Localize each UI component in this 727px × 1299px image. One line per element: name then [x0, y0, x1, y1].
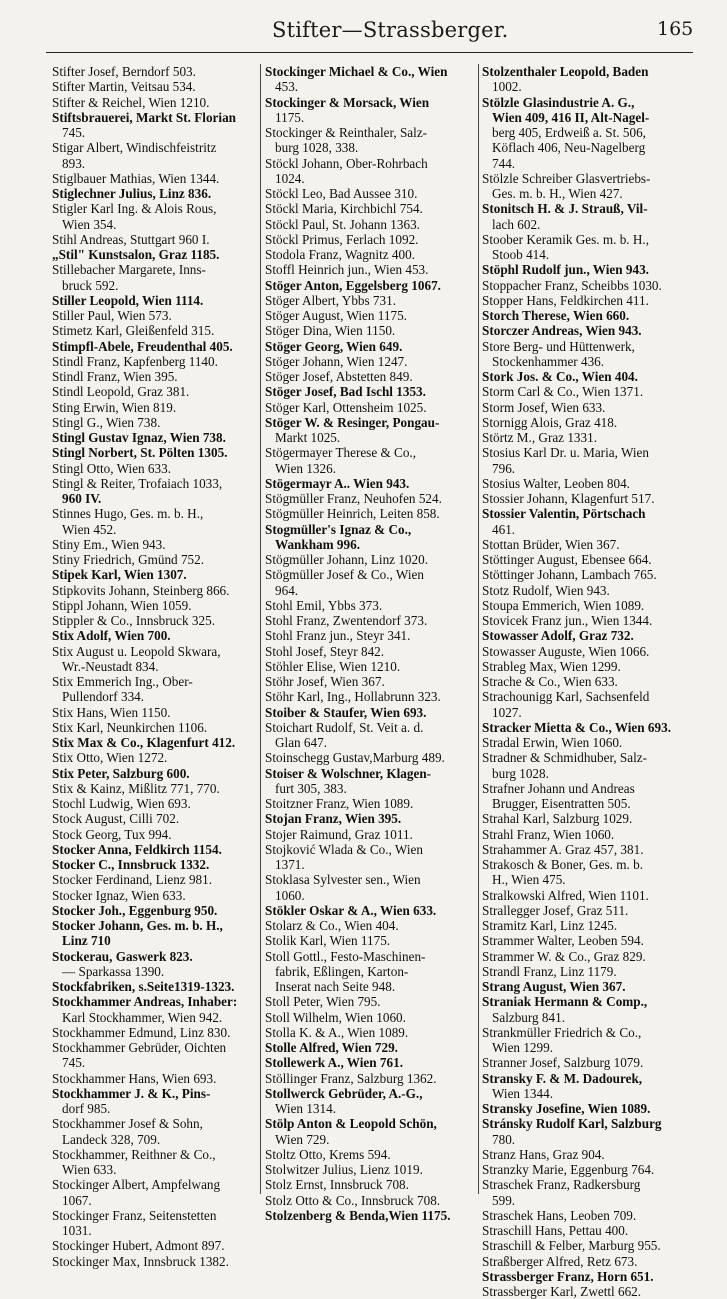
directory-entry: Stockinger & Reinthaler, Salz-	[265, 125, 428, 140]
directory-entry: 453.	[275, 79, 299, 95]
directory-entry: 1027.	[492, 704, 522, 720]
directory-entry: Stolla K. & A., Wien 1089.	[265, 1024, 409, 1040]
directory-entry: Stöckl Paul, St. Johann 1363.	[265, 216, 420, 232]
directory-entry: 744.	[492, 155, 516, 171]
directory-entry: — Sparkassa 1390.	[62, 963, 165, 979]
directory-entry: Stoll Gottl., Festo-Maschinen-	[265, 948, 426, 964]
directory-entry: Stoltz Otto, Krems 594.	[265, 1146, 391, 1162]
directory-entry: Stockhammer Josef & Sohn,	[52, 1116, 203, 1132]
directory-entry: Stöhr Josef, Wien 367.	[265, 674, 385, 689]
directory-entry: Strakosch & Boner, Ges. m. b.	[482, 857, 643, 872]
directory-entry: Wien 452.	[62, 521, 117, 537]
directory-entry: furt 305, 383.	[275, 780, 347, 796]
directory-entry: Stocker Anna, Feldkirch 1154.	[52, 841, 222, 857]
column-middle	[265, 64, 476, 1223]
directory-entry: Stockhammer Hans, Wien 693.	[52, 1070, 217, 1086]
page-title: Stifter—Strassberger.	[272, 18, 509, 42]
directory-entry: Stöger August, Wien 1175.	[265, 308, 407, 323]
directory-entry: Stiglbauer Mathias, Wien 1344.	[52, 170, 220, 186]
directory-entry: Stöger Karl, Ottensheim 1025.	[265, 399, 427, 415]
directory-entry: Stossier Johann, Klagenfurt 517.	[482, 491, 655, 506]
directory-entry: Inserat nach Seite 948.	[275, 979, 396, 994]
directory-entry: Wien 1344.	[492, 1085, 553, 1101]
directory-entry: Stoffl Heinrich jun., Wien 453.	[265, 262, 429, 278]
directory-entry: Stinnes Hugo, Ges. m. b. H.,	[52, 506, 204, 522]
directory-entry: Stockerau, Gaswerk 823.	[52, 948, 193, 964]
directory-entry: Wr.-Neustadt 834.	[62, 658, 159, 674]
directory-entry: Markt 1025.	[275, 430, 341, 445]
directory-entry: Stocker C., Innsbruck 1332.	[52, 857, 210, 872]
directory-entry: Stogmüller's Ignaz & Co.,	[265, 521, 412, 537]
directory-entry: 893.	[62, 155, 86, 171]
directory-entry: Stingl Norbert, St. Pölten 1305.	[52, 445, 228, 461]
directory-entry: Wien 1314.	[275, 1101, 336, 1116]
directory-entry: Stögmüller Franz, Neuhofen 524.	[265, 491, 442, 506]
directory-entry: Stodola Franz, Wagnitz 400.	[265, 247, 415, 262]
directory-entry: Stöger Josef, Abstetten 849.	[265, 369, 413, 384]
directory-entry: Stochl Ludwig, Wien 693.	[52, 796, 191, 811]
directory-entry: Stoob 414.	[492, 247, 550, 262]
directory-entry: Wankham 996.	[275, 536, 361, 552]
directory-entry: Stölzle Schreiber Glasvertriebs-	[482, 170, 651, 186]
directory-entry: Störtz M., Graz 1331.	[482, 430, 598, 445]
directory-entry: Stingl & Reiter, Trofaiach 1033,	[52, 475, 223, 491]
directory-entry: Wien 409, 416 II, Alt-Nagel-	[492, 109, 650, 125]
directory-entry: Stippl Johann, Wien 1059.	[52, 597, 192, 613]
page-number: 165	[657, 18, 694, 40]
directory-entry: Stigar Albert, Windischfeistritz	[52, 140, 217, 156]
directory-entry: Storczer Andreas, Wien 943.	[482, 323, 642, 339]
directory-entry: Landeck 328, 709.	[62, 1131, 161, 1147]
directory-entry: Straschek Franz, Radkersburg	[482, 1177, 641, 1193]
directory-entry: Stosius Walter, Leoben 804.	[482, 475, 630, 491]
directory-entry: Stoklasa Sylvester sen., Wien	[265, 872, 421, 888]
directory-entry: Stifter Josef, Berndorf 503.	[52, 64, 196, 79]
directory-entry: Stihl Andreas, Stuttgart 960 I.	[52, 231, 210, 247]
directory-entry: Stollewerk A., Wien 761.	[265, 1055, 403, 1071]
directory-entry: Stix Otto, Wien 1272.	[52, 750, 168, 766]
directory-entry: Brugger, Eisentratten 505.	[492, 796, 631, 811]
directory-entry: Stock Georg, Tux 994.	[52, 826, 172, 842]
directory-entry: Stranner Josef, Salzburg 1079.	[482, 1055, 644, 1071]
directory-entry: Stöckl Leo, Bad Aussee 310.	[265, 186, 418, 201]
directory-entry: Stransky Josefine, Wien 1089.	[482, 1101, 651, 1116]
directory-entry: 796.	[492, 460, 516, 476]
directory-entry: Stracker Mietta & Co., Wien 693.	[482, 719, 671, 735]
directory-entry: Stockhammer J. & K., Pins-	[52, 1085, 211, 1101]
column-divider	[478, 64, 479, 1194]
directory-entry: Linz 710	[62, 933, 111, 949]
directory-entry: Stix Max & Co., Klagenfurt 412.	[52, 735, 236, 750]
directory-entry: 1175.	[275, 109, 305, 125]
directory-entry: Stolzenthaler Leopold, Baden	[482, 64, 649, 79]
directory-entry: Stöttinger Johann, Lambach 765.	[482, 567, 657, 583]
directory-entry: Stoichart Rudolf, St. Veit a. d.	[265, 719, 424, 735]
directory-entry: Wien 1299.	[492, 1040, 553, 1055]
directory-entry: Stohl Franz jun., Steyr 341.	[265, 628, 411, 644]
directory-entry: Stork Jos. & Co., Wien 404.	[482, 369, 638, 384]
directory-entry: Stolz Otto & Co., Innsbruck 708.	[265, 1192, 441, 1208]
directory-entry: Stoober Keramik Ges. m. b. H.,	[482, 231, 650, 247]
directory-entry: Stolz Ernst, Innsbruck 708.	[265, 1177, 409, 1193]
directory-entry: Stoinschegg Gustav,Marburg 489.	[265, 750, 445, 766]
directory-entry: Stramitz Karl, Linz 1245.	[482, 918, 618, 933]
directory-entry: 745.	[62, 1055, 86, 1071]
directory-entry: Stöhler Elise, Wien 1210.	[265, 658, 401, 674]
directory-entry: Stockinger & Morsack, Wien	[265, 94, 430, 110]
directory-entry: Stocker Ferdinand, Lienz 981.	[52, 872, 213, 888]
directory-entry: Sting Erwin, Wien 819.	[52, 399, 177, 415]
directory-entry: Stöckl Primus, Ferlach 1092.	[265, 231, 419, 247]
directory-entry: Stifter & Reichel, Wien 1210.	[52, 94, 210, 110]
directory-entry: Stix Karl, Neunkirchen 1106.	[52, 719, 208, 735]
directory-entry: Wien 729.	[275, 1131, 330, 1147]
directory-entry: Straschill Hans, Pettau 400.	[482, 1223, 629, 1238]
directory-entry: 1031.	[62, 1223, 92, 1238]
directory-entry: 1024.	[275, 170, 305, 186]
directory-entry: Storm Carl & Co., Wien 1371.	[482, 384, 644, 400]
directory-entry: Stix Emmerich Ing., Ober-	[52, 674, 193, 689]
directory-entry: Stigler Karl Ing. & Alois Rous,	[52, 201, 217, 217]
directory-entry: Strahal Karl, Salzburg 1029.	[482, 811, 633, 827]
directory-entry: Stosius Karl Dr. u. Maria, Wien	[482, 445, 649, 461]
directory-entry: Straschek Hans, Leoben 709.	[482, 1207, 637, 1223]
directory-entry: Stöphl Rudolf jun., Wien 943.	[482, 262, 649, 278]
directory-entry: Stojer Raimund, Graz 1011.	[265, 826, 413, 842]
directory-entry: Stocker Joh., Eggenburg 950.	[52, 902, 218, 918]
directory-entry: Stolwitzer Julius, Lienz 1019.	[265, 1162, 423, 1177]
directory-entry: Stöger Dina, Wien 1150.	[265, 323, 396, 339]
directory-entry: Stiny Friedrich, Gmünd 752.	[52, 552, 205, 567]
directory-entry: 1067.	[62, 1192, 92, 1208]
directory-entry: Wien 354.	[62, 216, 117, 232]
directory-entry: Strahl Franz, Wien 1060.	[482, 826, 615, 842]
directory-entry: Wien 1326.	[275, 460, 336, 476]
directory-entry: Stix Adolf, Wien 700.	[52, 628, 171, 644]
directory-entry: Stöger Anton, Eggelsberg 1067.	[265, 277, 441, 293]
directory-entry: 461.	[492, 521, 516, 537]
directory-entry: Strache & Co., Wien 633.	[482, 674, 618, 689]
directory-entry: Stopper Hans, Feldkirchen 411.	[482, 292, 649, 308]
directory-entry: Stohl Emil, Ybbs 373.	[265, 597, 383, 613]
directory-entry: Strassberger Franz, Horn 651.	[482, 1268, 654, 1284]
directory-entry: Stockinger Hubert, Admont 897.	[52, 1238, 225, 1254]
directory-entry: Stögmüller Heinrich, Leiten 858.	[265, 506, 440, 522]
directory-entry: Stiller Leopold, Wien 1114.	[52, 292, 204, 308]
directory-entry: Stix August u. Leopold Skwara,	[52, 643, 221, 659]
directory-entry: Stingl Otto, Wien 633.	[52, 460, 172, 476]
column-right	[482, 64, 700, 1299]
directory-entry: Stornigg Alois, Graz 418.	[482, 414, 618, 430]
directory-entry: burg 1028.	[492, 765, 549, 781]
directory-entry: Stiglechner Julius, Linz 836.	[52, 186, 212, 201]
directory-entry: Stockinger Michael & Co., Wien	[265, 64, 448, 79]
directory-entry: Stottan Brüder, Wien 367.	[482, 536, 620, 552]
directory-entry: Stix & Kainz, Mißlitz 771, 770.	[52, 780, 220, 796]
directory-entry: Stradal Erwin, Wien 1060.	[482, 735, 623, 750]
directory-entry: Straschill & Felber, Marburg 955.	[482, 1238, 661, 1254]
directory-entry: 1002.	[492, 79, 522, 95]
directory-entry: Stöttinger August, Ebensee 664.	[482, 552, 652, 567]
directory-entry: Stowasser Auguste, Wien 1066.	[482, 643, 650, 659]
directory-entry: Strachounigg Karl, Sachsenfeld	[482, 689, 650, 705]
directory-entry: Stöhr Karl, Ing., Hollabrunn 323.	[265, 689, 441, 705]
directory-entry: Stotz Rudolf, Wien 943.	[482, 582, 610, 598]
directory-entry: Stippler & Co., Innsbruck 325.	[52, 613, 216, 628]
directory-entry: Stockenhammer 436.	[492, 353, 605, 369]
directory-entry: Karl Stockhammer, Wien 942.	[62, 1009, 223, 1025]
directory-entry: Stöger Albert, Ybbs 731.	[265, 292, 397, 308]
directory-entry: Stocker Johann, Ges. m. b. H.,	[52, 918, 223, 933]
directory-entry: Stohl Franz, Zwentendorf 373.	[265, 613, 428, 628]
directory-entry: Store Berg- und Hüttenwerk,	[482, 338, 635, 354]
directory-entry: Stockfabriken, s.Seite1319-1323.	[52, 979, 235, 994]
directory-entry: 1060.	[275, 887, 305, 903]
directory-entry: H., Wien 475.	[492, 872, 566, 888]
directory-entry: Stimetz Karl, Gleißenfeld 315.	[52, 323, 215, 339]
directory-entry: Stovicek Franz jun., Wien 1344.	[482, 613, 653, 628]
directory-entry: Storm Josef, Wien 633.	[482, 399, 606, 415]
directory-entry: Strafner Johann und Andreas	[482, 780, 635, 796]
directory-entry: Stock August, Cilli 702.	[52, 811, 180, 827]
directory-entry: Stifter Martin, Veitsau 534.	[52, 79, 196, 95]
directory-entry: lach 602.	[492, 216, 541, 232]
directory-entry: Stránsky Rudolf Karl, Salzburg	[482, 1116, 662, 1132]
directory-entry: Strallegger Josef, Graz 511.	[482, 902, 629, 918]
directory-entry: Stralkowski Alfred, Wien 1101.	[482, 887, 649, 903]
directory-entry: Straniak Hermann & Comp.,	[482, 994, 648, 1010]
directory-entry: Stillebacher Margarete, Inns-	[52, 262, 206, 278]
directory-entry: Stöckl Maria, Kirchbichl 754.	[265, 201, 423, 217]
directory-entry: Stögermayr A.. Wien 943.	[265, 475, 410, 491]
directory-entry: Köflach 406, Neu-Nagelberg	[492, 140, 646, 156]
directory-entry: Stiftsbrauerei, Markt St. Florian	[52, 109, 236, 125]
directory-entry: Stoupa Emmerich, Wien 1089.	[482, 597, 645, 613]
directory-entry: Stiller Paul, Wien 573.	[52, 308, 172, 323]
directory-entry: Stocker Ignaz, Wien 633.	[52, 887, 186, 903]
header-rule	[46, 52, 693, 53]
directory-entry: Stockhammer Andreas, Inhaber:	[52, 994, 238, 1010]
directory-entry: dorf 985.	[62, 1101, 111, 1116]
directory-entry: Stix Hans, Wien 1150.	[52, 704, 171, 720]
directory-entry: Stölp Anton & Leopold Schön,	[265, 1116, 437, 1132]
column-left	[52, 64, 257, 1269]
directory-entry: Stix Peter, Salzburg 600.	[52, 765, 190, 781]
directory-entry: Straßberger Alfred, Retz 673.	[482, 1253, 638, 1269]
directory-entry: Stöckl Johann, Ober-Rohrbach	[265, 155, 428, 171]
directory-entry: Stoll Wilhelm, Wien 1060.	[265, 1009, 406, 1025]
directory-entry: Strassberger Karl, Zwettl 662.	[482, 1284, 642, 1299]
directory-entry: 1371.	[275, 857, 305, 872]
directory-entry: fabrik, Eßlingen, Karton-	[275, 963, 409, 979]
directory-entry: Stolzenberg & Benda,Wien 1175.	[265, 1207, 451, 1223]
directory-entry: Stiny Em., Wien 943.	[52, 536, 166, 552]
directory-entry: Stollwerck Gebrüder, A.-G.,	[265, 1085, 423, 1101]
directory-entry: Stockhammer, Reithner & Co.,	[52, 1146, 216, 1162]
directory-entry: Stockinger Max, Innsbruck 1382.	[52, 1253, 229, 1269]
directory-entry: Stipek Karl, Wien 1307.	[52, 567, 187, 583]
directory-entry: Stossier Valentin, Pörtschach	[482, 506, 646, 522]
directory-entry: Glan 647.	[275, 735, 328, 750]
directory-entry: 960 IV.	[62, 491, 102, 506]
directory-entry: Stögermayer Therese & Co.,	[265, 445, 417, 461]
directory-entry: Stöllinger Franz, Salzburg 1362.	[265, 1070, 437, 1086]
directory-entry: Ges. m. b. H., Wien 427.	[492, 186, 623, 201]
directory-entry: Strammer Walter, Leoben 594.	[482, 933, 644, 949]
directory-entry: Stöger W. & Resinger, Pongau-	[265, 414, 440, 430]
directory-entry: Stolik Karl, Wien 1175.	[265, 933, 391, 949]
directory-entry: „Stil" Kunstsalon, Graz 1185.	[52, 247, 220, 262]
directory-entry: Stimpfl-Abele, Freudenthal 405.	[52, 338, 233, 354]
directory-entry: Stojković Wlada & Co., Wien	[265, 841, 423, 857]
directory-entry: 964.	[275, 582, 299, 598]
directory-entry: Stögmüller Josef & Co., Wien	[265, 567, 424, 583]
column-divider	[260, 64, 261, 1194]
directory-entry: Strableg Max, Wien 1299.	[482, 658, 621, 674]
directory-entry: Stonitsch H. & J. Strauß, Vil-	[482, 201, 648, 217]
directory-entry: Stoll Peter, Wien 795.	[265, 994, 381, 1010]
directory-entry: Stojan Franz, Wien 395.	[265, 811, 402, 827]
directory-entry: Strahammer A. Graz 457, 381.	[482, 841, 644, 857]
directory-entry: Stöger Johann, Wien 1247.	[265, 353, 408, 369]
directory-entry: Stohl Josef, Steyr 842.	[265, 643, 385, 659]
directory-entry: Stockinger Franz, Seitenstetten	[52, 1207, 217, 1223]
directory-entry: Wien 633.	[62, 1162, 117, 1177]
directory-entry: Stögmüller Johann, Linz 1020.	[265, 552, 428, 567]
directory-entry: Stoiber & Staufer, Wien 693.	[265, 704, 427, 720]
directory-entry: Salzburg 841.	[492, 1009, 566, 1025]
directory-entry: Stindl Franz, Kapfenberg 1140.	[52, 353, 218, 369]
directory-entry: Stolle Alfred, Wien 729.	[265, 1040, 398, 1055]
directory-entry: 745.	[62, 125, 86, 140]
directory-entry: Stransky F. & M. Dadourek,	[482, 1070, 643, 1086]
directory-entry: Stoppacher Franz, Scheibbs 1030.	[482, 277, 662, 293]
directory-entry: Stolarz & Co., Wien 404.	[265, 918, 399, 933]
directory-entry: Strankmüller Friedrich & Co.,	[482, 1024, 642, 1040]
directory-entry: Stingl G., Wien 738.	[52, 414, 161, 430]
directory-entry: berg 405, Erdweiß a. St. 506,	[492, 125, 646, 140]
directory-entry: 599.	[492, 1192, 516, 1208]
directory-entry: Stradner & Schmidhuber, Salz-	[482, 750, 648, 766]
directory-entry: Strandl Franz, Linz 1179.	[482, 963, 617, 979]
page-header	[0, 16, 727, 48]
directory-entry: Stindl Leopold, Graz 381.	[52, 384, 190, 400]
directory-entry: Stingl Gustav Ignaz, Wien 738.	[52, 430, 226, 445]
directory-entry: Strang August, Wien 367.	[482, 979, 626, 994]
directory-entry: burg 1028, 338.	[275, 140, 359, 156]
directory-entry: Stowasser Adolf, Graz 732.	[482, 628, 634, 644]
directory-entry: Stockinger Albert, Ampfelwang	[52, 1177, 221, 1193]
directory-entry: Stöger Josef, Bad Ischl 1353.	[265, 384, 426, 400]
directory-entry: bruck 592.	[62, 277, 119, 293]
directory-entry: Stindl Franz, Wien 395.	[52, 369, 178, 384]
directory-entry: 780.	[492, 1131, 516, 1147]
directory-entry: Stipkovits Johann, Steinberg 866.	[52, 582, 230, 598]
directory-entry: Stöger Georg, Wien 649.	[265, 338, 403, 354]
directory-entry: Stökler Oskar & A., Wien 633.	[265, 902, 437, 918]
directory-entry: Stockhammer Edmund, Linz 830.	[52, 1024, 231, 1040]
directory-entry: Stoitzner Franz, Wien 1089.	[265, 796, 414, 811]
directory-entry: Pullendorf 334.	[62, 689, 145, 705]
directory-entry: Stoiser & Wolschner, Klagen-	[265, 765, 432, 781]
directory-entry: Stockhammer Gebrüder, Oichten	[52, 1040, 227, 1055]
directory-entry: Strammer W. & Co., Graz 829.	[482, 948, 646, 964]
directory-entry: Storch Therese, Wien 660.	[482, 308, 630, 323]
directory-entry: Stranz Hans, Graz 904.	[482, 1146, 605, 1162]
directory-entry: Stranzky Marie, Eggenburg 764.	[482, 1162, 655, 1177]
directory-entry: Stölzle Glasindustrie A. G.,	[482, 94, 635, 110]
